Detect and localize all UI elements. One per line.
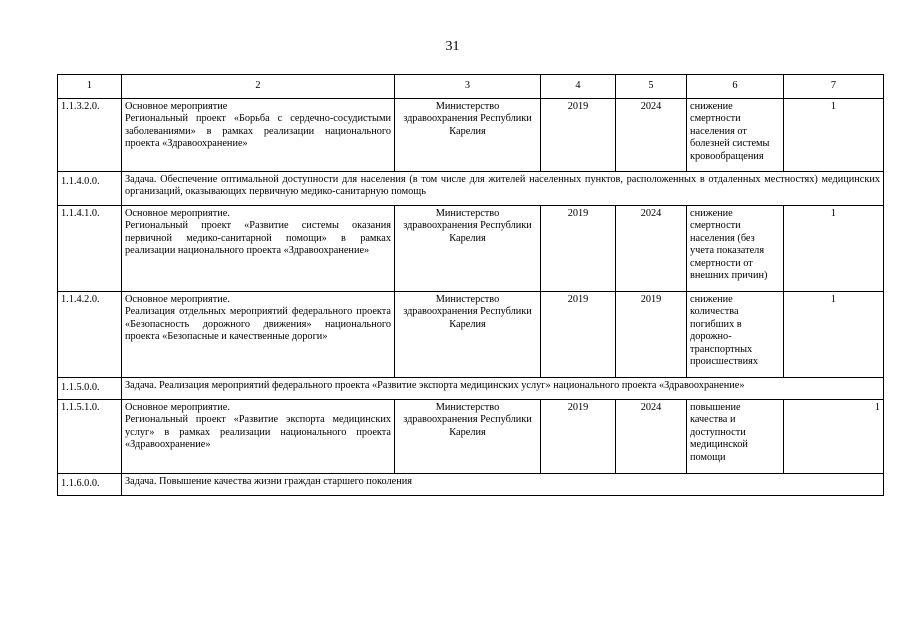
measure-text: Региональный проект «Борьба с сердечно-сосудистыми заболеваниями» в рамках реализации национального проекта «Здравоохранение» — [125, 113, 391, 150]
row-code: 1.1.5.0.0. — [58, 378, 122, 400]
row-start-year: 2019 — [541, 206, 616, 292]
row-description — [122, 206, 395, 292]
row-executor: Министерство здравоохранения Республики Карелия — [395, 206, 541, 292]
column-header: 6 — [687, 75, 784, 99]
row-executor: Министерство здравоохранения Республики Карелия — [395, 400, 541, 474]
row-start-year: 2019 — [541, 292, 616, 378]
row-description — [122, 292, 395, 378]
task-text: Задача. Повышение качества жизни граждан старшего поколения — [122, 474, 884, 496]
row-code: 1.1.4.0.0. — [58, 172, 122, 206]
column-header: 3 — [395, 75, 541, 99]
row-indicator: 1 — [784, 292, 884, 378]
row-start-year: 2019 — [541, 99, 616, 172]
row-result: снижение количества погибших в дорожно-транспортных происшествиях — [687, 292, 784, 378]
row-code: 1.1.4.1.0. — [58, 206, 122, 292]
row-indicator: 1 — [784, 99, 884, 172]
table-row — [58, 172, 884, 206]
table-row — [58, 378, 884, 400]
table-row — [58, 206, 884, 292]
row-result: снижение смертности населения (без учета показателя смертности от внешних причин) — [687, 206, 784, 292]
task-text: Задача. Реализация мероприятий федерального проекта «Развитие экспорта медицинских услуг» национального проекта «Здравоохранение» — [122, 378, 884, 400]
column-header: 4 — [541, 75, 616, 99]
row-code: 1.1.4.2.0. — [58, 292, 122, 378]
measure-title: Основное мероприятие. — [125, 402, 230, 413]
measure-text: Региональный проект «Развитие экспорта медицинских услуг» в рамках реализации национального проекта «Здравоохранение» — [125, 414, 391, 451]
row-description — [122, 400, 395, 474]
row-end-year: 2024 — [616, 206, 687, 292]
row-executor: Министерство здравоохранения Республики Карелия — [395, 292, 541, 378]
column-header: 7 — [784, 75, 884, 99]
table-row — [58, 474, 884, 496]
row-executor: Министерство здравоохранения Республики Карелия — [395, 99, 541, 172]
row-description — [122, 99, 395, 172]
table-row — [58, 400, 884, 474]
row-code: 1.1.3.2.0. — [58, 99, 122, 172]
row-start-year: 2019 — [541, 400, 616, 474]
measures-table — [57, 74, 884, 496]
row-end-year: 2024 — [616, 400, 687, 474]
table-row — [58, 99, 884, 172]
column-header: 1 — [58, 75, 122, 99]
measure-text: Реализация отдельных мероприятий федерального проекта «Безопасность дорожного движения» национального проекта «Безопасные и качественные дороги» — [125, 306, 391, 343]
row-indicator: 1 — [784, 400, 884, 474]
column-header: 2 — [122, 75, 395, 99]
table-header-row — [58, 75, 884, 99]
row-end-year: 2019 — [616, 292, 687, 378]
page-number: 31 — [445, 39, 460, 54]
task-text: Задача. Обеспечение оптимальной доступности для населения (в том числе для жителей населенных пунктов, расположенных в отдаленных местностях) медицинских организаций, оказывающих первичную медико-санитарную помощь — [122, 172, 884, 206]
row-end-year: 2024 — [616, 99, 687, 172]
measure-title: Основное мероприятие — [125, 101, 228, 112]
measure-text: Региональный проект «Развитие системы оказания первичной медико-санитарной помощи» в рамках реализации национального проекта «Здравоохранение» — [125, 220, 391, 257]
measure-title: Основное мероприятие. — [125, 208, 230, 219]
row-result: снижение смертности населения от болезней системы кровообращения — [687, 99, 784, 172]
column-header: 5 — [616, 75, 687, 99]
measure-title: Основное мероприятие. — [125, 294, 230, 305]
row-indicator: 1 — [784, 206, 884, 292]
row-code: 1.1.5.1.0. — [58, 400, 122, 474]
row-result: повышение качества и доступности медицинской помощи — [687, 400, 784, 474]
row-code: 1.1.6.0.0. — [58, 474, 122, 496]
table-row — [58, 292, 884, 378]
